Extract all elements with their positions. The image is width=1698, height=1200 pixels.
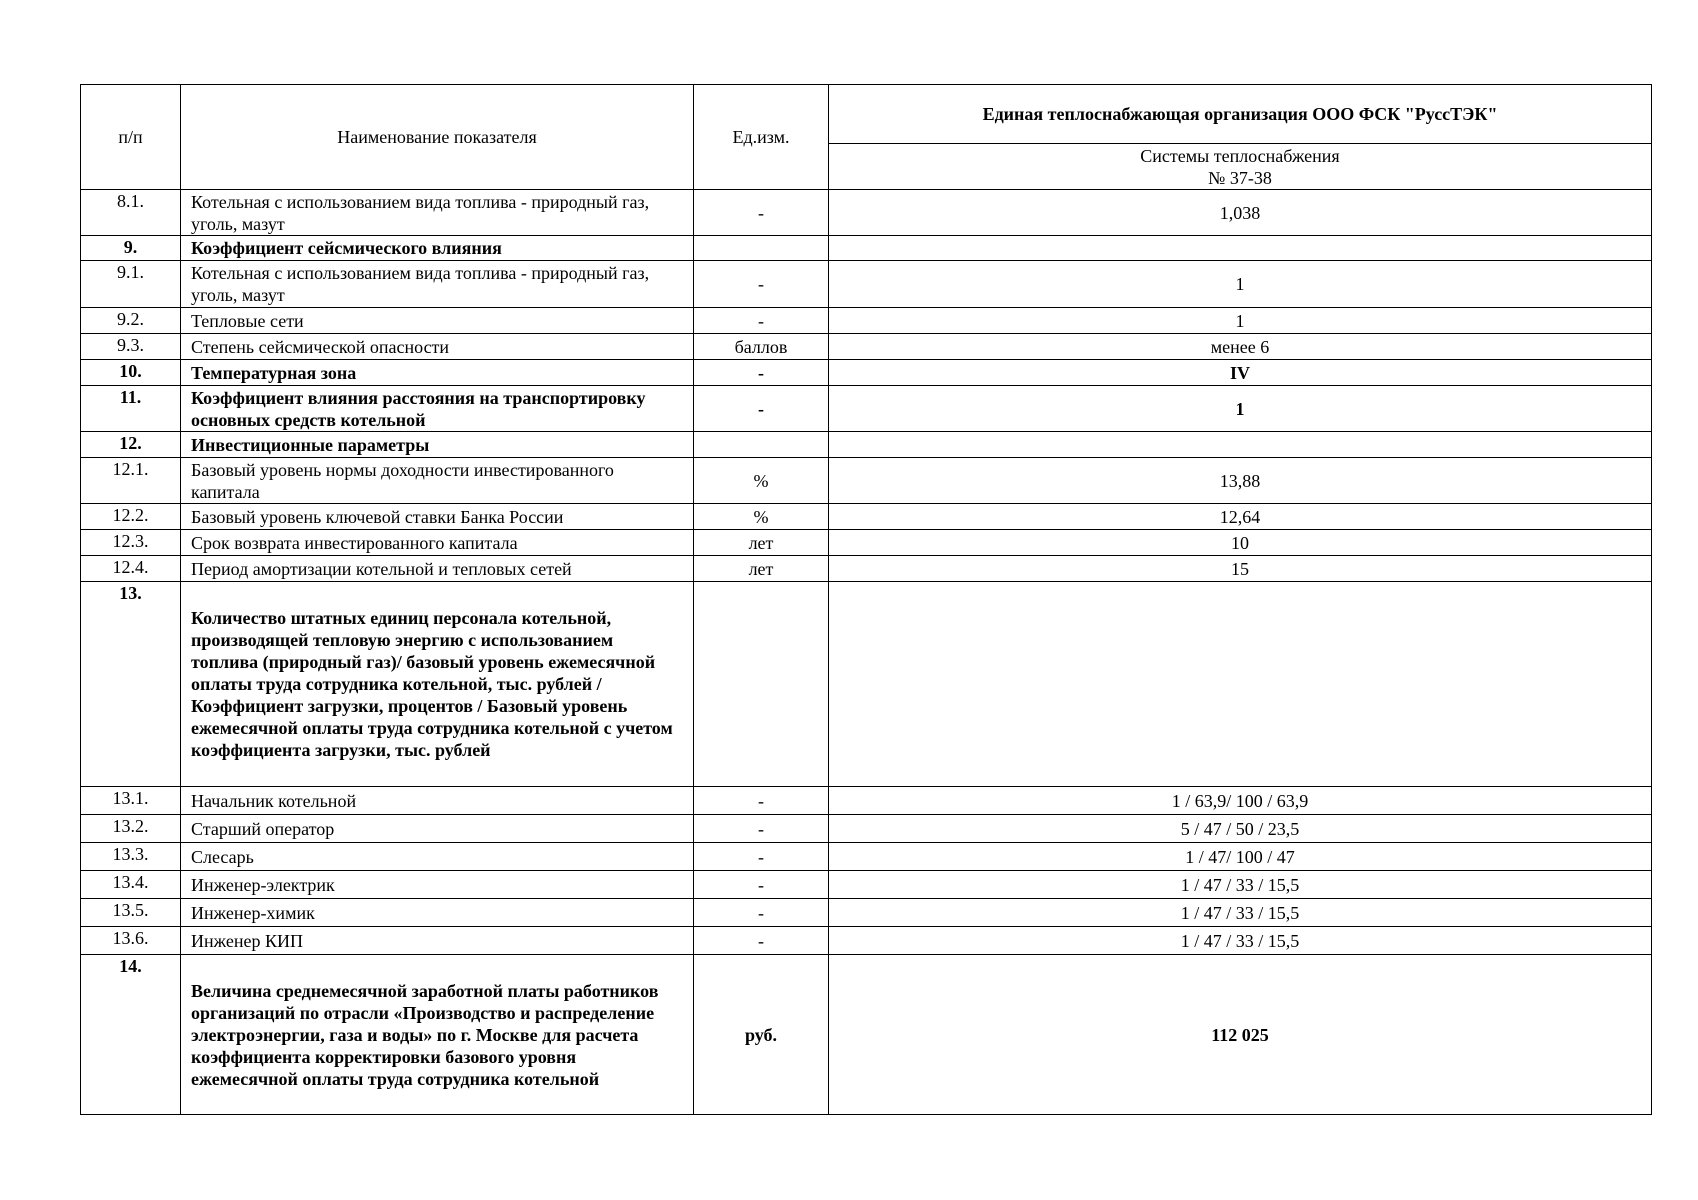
row-unit: - xyxy=(694,927,829,955)
row-unit: - xyxy=(694,787,829,815)
row-indicator-name: Количество штатных единиц персонала котельной, производящей тепловую энергию с использованием топлива (природный газ)/ базовый уровень ежемесячной оплаты труда сотрудника котельной, тыс. рублей / Коэффициент загрузки, процентов / Базовый уровень ежемесячной оплаты труда сотрудника котельной с учетом коэффициента загрузки, тыс. рублей xyxy=(181,582,694,787)
table-row xyxy=(81,556,1652,582)
row-indicator-name: Коэффициент сейсмического влияния xyxy=(181,236,694,261)
row-number: 12. xyxy=(81,432,181,458)
table-row xyxy=(81,458,1652,504)
row-number: 8.1. xyxy=(81,190,181,236)
row-unit: - xyxy=(694,386,829,432)
row-value: 1 xyxy=(829,386,1652,432)
row-unit: - xyxy=(694,899,829,927)
table-row xyxy=(81,815,1652,843)
row-unit xyxy=(694,432,829,458)
row-unit: баллов xyxy=(694,334,829,360)
table-row xyxy=(81,530,1652,556)
row-number: 11. xyxy=(81,386,181,432)
row-unit: - xyxy=(694,871,829,899)
row-number: 9.3. xyxy=(81,334,181,360)
row-number: 13.2. xyxy=(81,815,181,843)
row-value: 1,038 xyxy=(829,190,1652,236)
table-row xyxy=(81,432,1652,458)
col-header-number: п/п xyxy=(81,85,181,190)
row-unit: % xyxy=(694,504,829,530)
row-number: 13.4. xyxy=(81,871,181,899)
row-value: менее 6 xyxy=(829,334,1652,360)
heat-systems-title: Системы теплоснабжения xyxy=(1140,145,1340,166)
row-number: 13.5. xyxy=(81,899,181,927)
table-row xyxy=(81,787,1652,815)
heat-systems-number: № 37-38 xyxy=(1208,167,1272,188)
row-number: 9.1. xyxy=(81,261,181,308)
row-indicator-name: Начальник котельной xyxy=(181,787,694,815)
table-body xyxy=(81,190,1652,1115)
row-indicator-name: Срок возврата инвестированного капитала xyxy=(181,530,694,556)
row-value xyxy=(829,236,1652,261)
row-number: 12.4. xyxy=(81,556,181,582)
table-row xyxy=(81,261,1652,308)
table-header xyxy=(81,85,1652,190)
table-row xyxy=(81,360,1652,386)
row-number: 12.3. xyxy=(81,530,181,556)
table-row xyxy=(81,927,1652,955)
row-value: 1 / 63,9/ 100 / 63,9 xyxy=(829,787,1652,815)
row-unit xyxy=(694,582,829,787)
row-indicator-name: Коэффициент влияния расстояния на транспортировку основных средств котельной xyxy=(181,386,694,432)
row-indicator-name: Инвестиционные параметры xyxy=(181,432,694,458)
table-row xyxy=(81,843,1652,871)
row-value: 1 / 47 / 33 / 15,5 xyxy=(829,899,1652,927)
row-value xyxy=(829,582,1652,787)
row-number: 9.2. xyxy=(81,308,181,334)
row-indicator-name: Степень сейсмической опасности xyxy=(181,334,694,360)
row-unit: руб. xyxy=(694,955,829,1115)
row-number: 9. xyxy=(81,236,181,261)
row-value: 13,88 xyxy=(829,458,1652,504)
row-number: 14. xyxy=(81,955,181,1115)
row-value: 15 xyxy=(829,556,1652,582)
row-unit: лет xyxy=(694,556,829,582)
table-row xyxy=(81,236,1652,261)
row-unit: - xyxy=(694,308,829,334)
row-value: 1 / 47/ 100 / 47 xyxy=(829,843,1652,871)
row-unit: - xyxy=(694,190,829,236)
col-header-organization: Единая теплоснабжающая организация ООО ФСК "РуссТЭК" xyxy=(829,85,1652,144)
table-row xyxy=(81,386,1652,432)
row-indicator-name: Период амортизации котельной и тепловых сетей xyxy=(181,556,694,582)
row-number: 13.6. xyxy=(81,927,181,955)
row-indicator-name: Тепловые сети xyxy=(181,308,694,334)
table-row xyxy=(81,955,1652,1115)
row-value: 5 / 47 / 50 / 23,5 xyxy=(829,815,1652,843)
row-indicator-name: Базовый уровень нормы доходности инвестированного капитала xyxy=(181,458,694,504)
row-indicator-name: Температурная зона xyxy=(181,360,694,386)
row-indicator-name: Величина среднемесячной заработной платы работников организаций по отрасли «Производство и распределение электроэнергии, газа и воды» по г. Москве для расчета коэффициента корректировки базового уровня ежемесячной оплаты труда сотрудника котельной xyxy=(181,955,694,1115)
row-number: 13.1. xyxy=(81,787,181,815)
row-indicator-name: Старший оператор xyxy=(181,815,694,843)
col-header-indicator-name: Наименование показателя xyxy=(181,85,694,190)
row-value: 1 xyxy=(829,261,1652,308)
row-indicator-name: Инженер КИП xyxy=(181,927,694,955)
row-unit: % xyxy=(694,458,829,504)
row-number: 13.3. xyxy=(81,843,181,871)
row-indicator-name: Котельная с использованием вида топлива - природный газ, уголь, мазут xyxy=(181,190,694,236)
table-row xyxy=(81,871,1652,899)
table-row xyxy=(81,582,1652,787)
table-row xyxy=(81,504,1652,530)
row-unit: лет xyxy=(694,530,829,556)
table-row xyxy=(81,308,1652,334)
row-unit: - xyxy=(694,360,829,386)
row-indicator-name: Базовый уровень ключевой ставки Банка России xyxy=(181,504,694,530)
row-value: 1 / 47 / 33 / 15,5 xyxy=(829,871,1652,899)
row-number: 12.2. xyxy=(81,504,181,530)
row-value: 10 xyxy=(829,530,1652,556)
col-header-heat-systems xyxy=(829,144,1652,190)
row-unit: - xyxy=(694,815,829,843)
row-value: 12,64 xyxy=(829,504,1652,530)
row-indicator-name: Инженер-химик xyxy=(181,899,694,927)
row-indicator-name: Слесарь xyxy=(181,843,694,871)
col-header-unit: Ед.изм. xyxy=(694,85,829,190)
row-value: 1 / 47 / 33 / 15,5 xyxy=(829,927,1652,955)
row-number: 10. xyxy=(81,360,181,386)
row-number: 13. xyxy=(81,582,181,787)
row-value xyxy=(829,432,1652,458)
indicator-table xyxy=(80,84,1652,1115)
row-indicator-name: Инженер-электрик xyxy=(181,871,694,899)
row-value: 1 xyxy=(829,308,1652,334)
row-number: 12.1. xyxy=(81,458,181,504)
table-row xyxy=(81,190,1652,236)
row-unit xyxy=(694,236,829,261)
table-row xyxy=(81,334,1652,360)
row-unit: - xyxy=(694,261,829,308)
table-row xyxy=(81,899,1652,927)
row-unit: - xyxy=(694,843,829,871)
row-value: IV xyxy=(829,360,1652,386)
row-value: 112 025 xyxy=(829,955,1652,1115)
row-indicator-name: Котельная с использованием вида топлива - природный газ, уголь, мазут xyxy=(181,261,694,308)
